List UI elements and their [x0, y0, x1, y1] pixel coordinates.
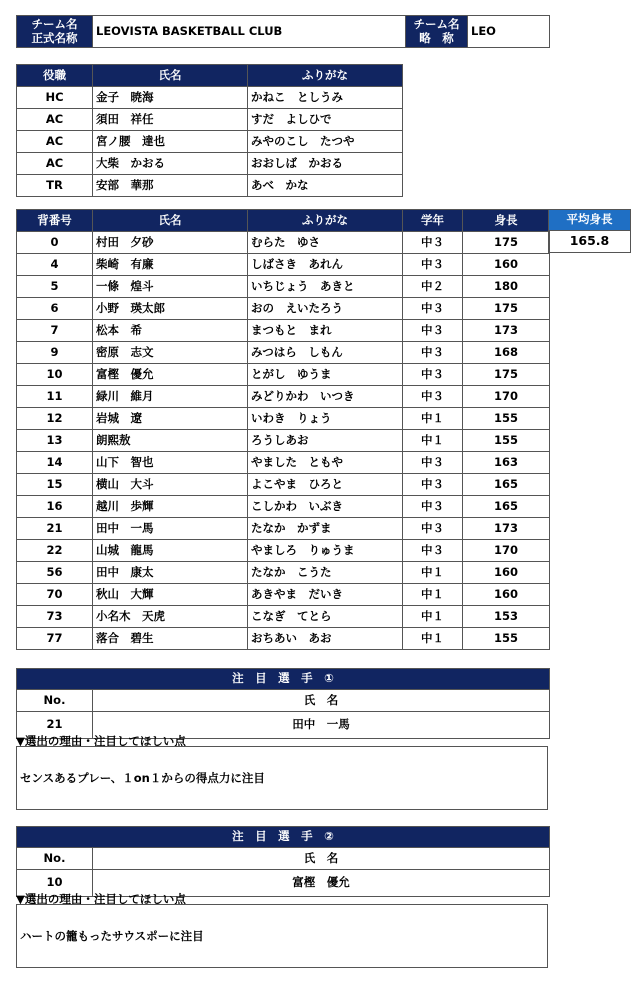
player-number: 10 [17, 364, 93, 386]
player-kana: まつもと まれ [248, 320, 403, 342]
player-height: 175 [463, 298, 550, 320]
staff-role: HC [17, 87, 93, 109]
player-kana: やました ともや [248, 452, 403, 474]
staff-row [17, 153, 403, 175]
player-row [17, 254, 550, 276]
focus-player-1-reason: センスあるプレー、１on１からの得点力に注目 [16, 746, 548, 810]
staff-role: AC [17, 109, 93, 131]
player-name: 松本 希 [93, 320, 248, 342]
player-height: 175 [463, 364, 550, 386]
player-height: 155 [463, 628, 550, 650]
staff-header-name: 氏名 [93, 65, 248, 87]
player-grade: 中３ [403, 232, 463, 254]
staff-header-kana: ふりがな [248, 65, 403, 87]
player-grade: 中３ [403, 254, 463, 276]
player-name: 山下 智也 [93, 452, 248, 474]
player-number: 14 [17, 452, 93, 474]
focus-player-1-table [16, 668, 550, 739]
player-grade: 中２ [403, 276, 463, 298]
player-name: 秋山 大輝 [93, 584, 248, 606]
staff-row [17, 175, 403, 197]
player-kana: こしかわ いぶき [248, 496, 403, 518]
focus-player-2-no-label: No. [17, 848, 93, 870]
player-number: 73 [17, 606, 93, 628]
player-height: 155 [463, 430, 550, 452]
player-name: 山城 龍馬 [93, 540, 248, 562]
player-number: 11 [17, 386, 93, 408]
player-row [17, 430, 550, 452]
player-kana: ろうしあお [248, 430, 403, 452]
focus-player-1-no-label: No. [17, 690, 93, 712]
player-height: 180 [463, 276, 550, 298]
player-row [17, 540, 550, 562]
focus-player-2-reason-label: ▼選出の理由・注目してほしい点 [16, 892, 186, 906]
player-number: 21 [17, 518, 93, 540]
player-number: 77 [17, 628, 93, 650]
focus-player-2-name-label: 氏 名 [93, 848, 550, 870]
player-row [17, 386, 550, 408]
focus-player-2-name: 富樫 優允 [93, 870, 550, 897]
player-row [17, 320, 550, 342]
player-number: 22 [17, 540, 93, 562]
focus-player-2-table [16, 826, 550, 897]
average-height-value: 165.8 [549, 231, 631, 253]
players-table [16, 209, 550, 650]
player-number: 15 [17, 474, 93, 496]
player-height: 160 [463, 254, 550, 276]
player-kana: むらた ゆさ [248, 232, 403, 254]
player-number: 13 [17, 430, 93, 452]
staff-table [16, 64, 403, 197]
player-row [17, 474, 550, 496]
player-height: 155 [463, 408, 550, 430]
player-kana: おちあい あお [248, 628, 403, 650]
player-number: 7 [17, 320, 93, 342]
focus-player-2-reason: ハートの籠もったサウスポーに注目 [16, 904, 548, 968]
player-number: 16 [17, 496, 93, 518]
player-kana: みどりかわ いつき [248, 386, 403, 408]
player-kana: たなか こうた [248, 562, 403, 584]
player-number: 6 [17, 298, 93, 320]
player-row [17, 232, 550, 254]
player-name: 落合 碧生 [93, 628, 248, 650]
player-number: 70 [17, 584, 93, 606]
player-number: 0 [17, 232, 93, 254]
staff-row [17, 109, 403, 131]
focus-player-1-no: 21 [17, 712, 93, 739]
short-name-value: LEO [468, 16, 550, 48]
player-grade: 中３ [403, 496, 463, 518]
player-height: 168 [463, 342, 550, 364]
player-kana: あきやま だいき [248, 584, 403, 606]
staff-header-role: 役職 [17, 65, 93, 87]
player-kana: しばさき あれん [248, 254, 403, 276]
player-grade: 中３ [403, 386, 463, 408]
player-kana: みつはら しもん [248, 342, 403, 364]
player-name: 岩城 遼 [93, 408, 248, 430]
player-row [17, 276, 550, 298]
player-row [17, 518, 550, 540]
staff-role: AC [17, 131, 93, 153]
average-height-table [548, 209, 631, 253]
staff-kana: かねこ としうみ [248, 87, 403, 109]
player-name: 富樫 優允 [93, 364, 248, 386]
players-header-grade: 学年 [403, 210, 463, 232]
player-row [17, 408, 550, 430]
player-row [17, 606, 550, 628]
player-height: 175 [463, 232, 550, 254]
player-name: 田中 一馬 [93, 518, 248, 540]
player-row [17, 584, 550, 606]
focus-player-1-reason-label: ▼選出の理由・注目してほしい点 [16, 734, 186, 748]
player-row [17, 342, 550, 364]
player-row [17, 298, 550, 320]
players-header-number: 背番号 [17, 210, 93, 232]
player-row [17, 562, 550, 584]
player-grade: 中１ [403, 562, 463, 584]
player-height: 160 [463, 584, 550, 606]
player-height: 165 [463, 496, 550, 518]
staff-name: 金子 暁海 [93, 87, 248, 109]
player-name: 越川 歩輝 [93, 496, 248, 518]
staff-role: AC [17, 153, 93, 175]
focus-player-1-name: 田中 一馬 [93, 712, 550, 739]
player-row [17, 452, 550, 474]
player-name: 密原 志文 [93, 342, 248, 364]
staff-kana: みやのこし たつや [248, 131, 403, 153]
player-kana: おの えいたろう [248, 298, 403, 320]
player-name: 緑川 維月 [93, 386, 248, 408]
staff-row [17, 87, 403, 109]
player-height: 170 [463, 540, 550, 562]
player-grade: 中１ [403, 628, 463, 650]
player-grade: 中３ [403, 474, 463, 496]
player-height: 170 [463, 386, 550, 408]
player-height: 173 [463, 320, 550, 342]
focus-player-2-no: 10 [17, 870, 93, 897]
player-kana: とがし ゆうま [248, 364, 403, 386]
players-header-name: 氏名 [93, 210, 248, 232]
player-name: 小野 瑛太郎 [93, 298, 248, 320]
player-height: 160 [463, 562, 550, 584]
player-height: 153 [463, 606, 550, 628]
player-kana: いわき りょう [248, 408, 403, 430]
player-kana: たなか かずま [248, 518, 403, 540]
player-name: 横山 大斗 [93, 474, 248, 496]
focus-player-1-name-label: 氏 名 [93, 690, 550, 712]
player-row [17, 628, 550, 650]
player-grade: 中１ [403, 430, 463, 452]
player-height: 165 [463, 474, 550, 496]
player-grade: 中３ [403, 298, 463, 320]
player-height: 173 [463, 518, 550, 540]
staff-kana: すだ よしひで [248, 109, 403, 131]
player-name: 田中 康太 [93, 562, 248, 584]
players-header-height: 身長 [463, 210, 550, 232]
player-number: 56 [17, 562, 93, 584]
player-kana: いちじょう あきと [248, 276, 403, 298]
player-grade: 中１ [403, 584, 463, 606]
player-grade: 中３ [403, 452, 463, 474]
player-kana: やましろ りゅうま [248, 540, 403, 562]
player-kana: こなぎ てとら [248, 606, 403, 628]
staff-name: 大柴 かおる [93, 153, 248, 175]
focus-player-1-title: 注 目 選 手 ① [17, 669, 550, 690]
player-kana: よこやま ひろと [248, 474, 403, 496]
short-name-label: チーム名 略 称 [406, 16, 468, 48]
player-grade: 中３ [403, 320, 463, 342]
official-name-value: LEOVISTA BASKETBALL CLUB [93, 16, 406, 48]
player-number: 9 [17, 342, 93, 364]
player-name: 小名木 天虎 [93, 606, 248, 628]
player-grade: 中１ [403, 408, 463, 430]
players-header-kana: ふりがな [248, 210, 403, 232]
staff-kana: あべ かな [248, 175, 403, 197]
average-height-label: 平均身長 [549, 210, 631, 231]
focus-player-2-title: 注 目 選 手 ② [17, 827, 550, 848]
staff-row [17, 131, 403, 153]
player-row [17, 364, 550, 386]
player-grade: 中３ [403, 518, 463, 540]
player-name: 一條 煌斗 [93, 276, 248, 298]
staff-name: 宮ノ腰 達也 [93, 131, 248, 153]
player-number: 4 [17, 254, 93, 276]
staff-role: TR [17, 175, 93, 197]
player-grade: 中３ [403, 364, 463, 386]
player-number: 12 [17, 408, 93, 430]
player-name: 柴崎 有廉 [93, 254, 248, 276]
staff-kana: おおしば かおる [248, 153, 403, 175]
staff-name: 須田 祥任 [93, 109, 248, 131]
player-height: 163 [463, 452, 550, 474]
player-name: 朗熙敖 [93, 430, 248, 452]
team-name-table [16, 15, 550, 48]
official-name-label: チーム名 正式名称 [17, 16, 93, 48]
player-number: 5 [17, 276, 93, 298]
player-name: 村田 夕砂 [93, 232, 248, 254]
player-grade: 中３ [403, 540, 463, 562]
player-grade: 中１ [403, 606, 463, 628]
staff-name: 安部 華那 [93, 175, 248, 197]
player-row [17, 496, 550, 518]
player-grade: 中３ [403, 342, 463, 364]
